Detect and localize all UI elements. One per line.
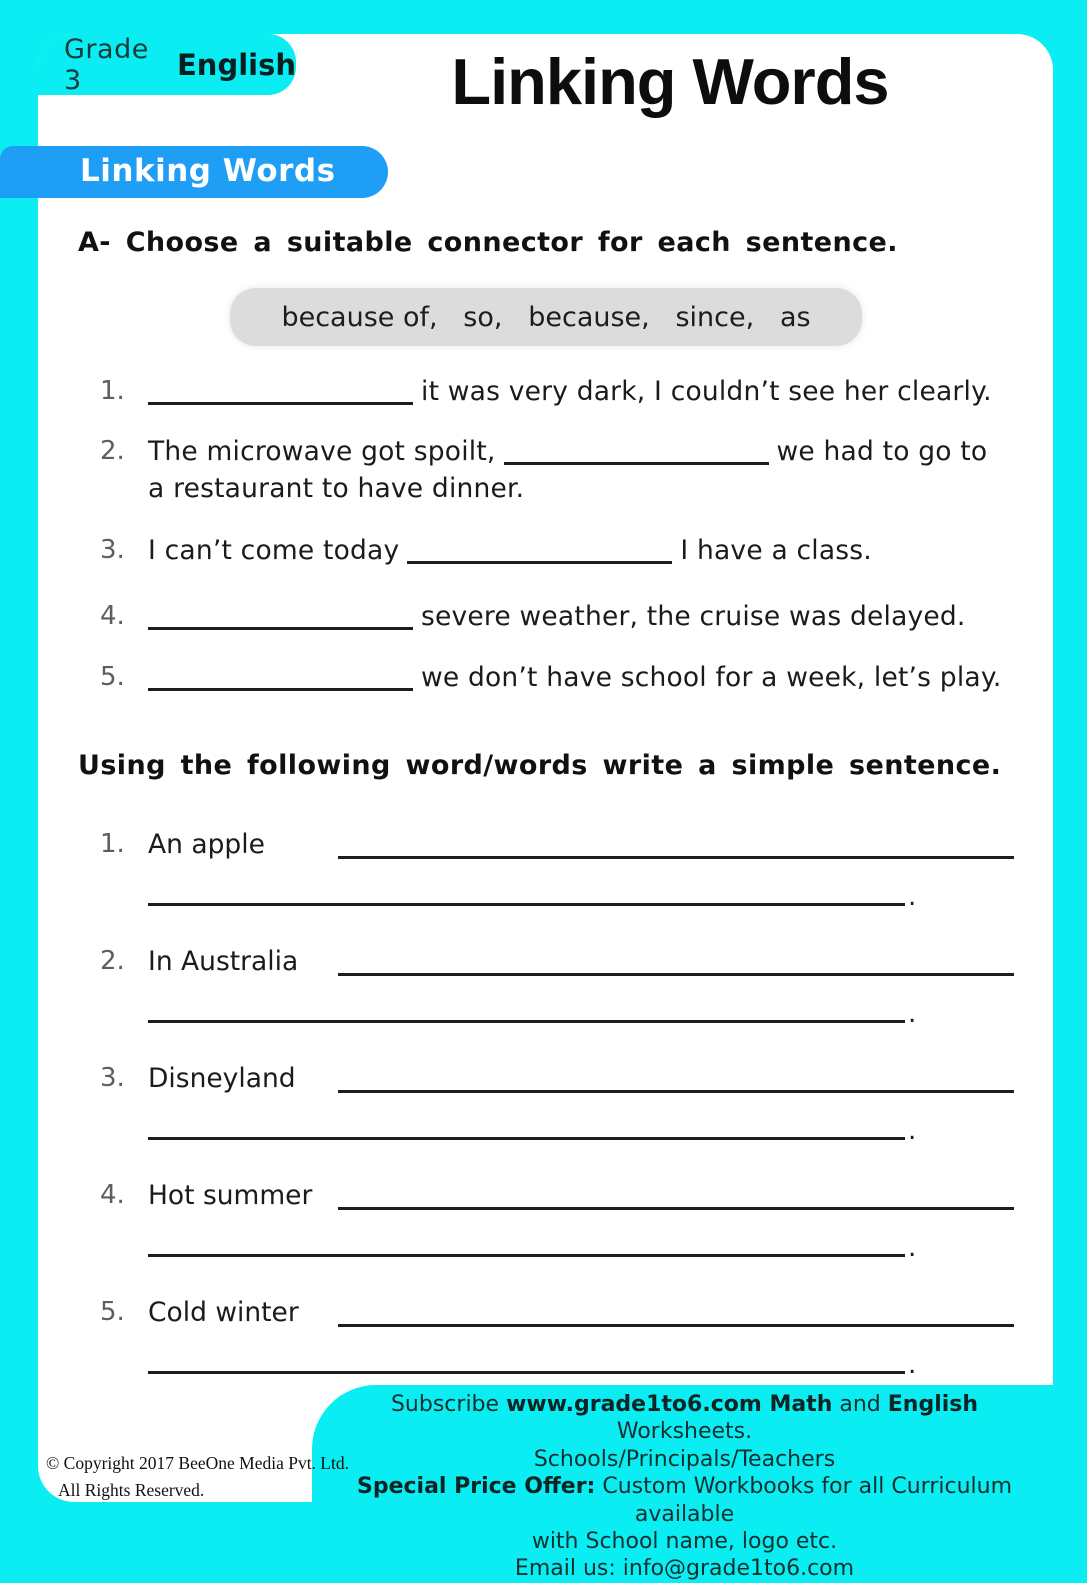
item-number: 1. [100,376,125,406]
answer-blank[interactable] [504,438,769,465]
footer-offer-line [326,1473,1043,1528]
footer-text: and [832,1392,888,1417]
item-number: 2. [100,436,125,466]
sentence-pre: The microwave got spoilt, [148,436,496,467]
line-period: . [908,999,917,1029]
writing-line[interactable] [148,1234,905,1257]
list-item [78,373,1014,410]
sentence-post: I have a class. [680,535,872,566]
line-period: . [908,1116,917,1146]
answer-blank[interactable] [148,664,413,691]
answer-blank[interactable] [407,537,672,564]
copyright-line1: © Copyright 2017 BeeOne Media Pvt. Ltd. [46,1453,349,1473]
footer-text: Worksheets. [616,1419,753,1445]
prompt-word: Disneyland [148,1063,296,1094]
writing-line[interactable] [338,826,1014,859]
writing-line[interactable] [148,883,905,906]
grade-label: Grade 3 [64,33,149,96]
sentence-post: it was very dark, I couldn’t see her clearly. [421,376,992,407]
word-bank: because of, so, because, since, as [230,288,862,346]
section-a-heading: A- Choose a suitable connector for each sentence. [78,227,898,258]
writing-line[interactable] [338,943,1014,976]
section-banner: Linking Words [0,146,388,198]
footer-text-bold: English [887,1392,979,1417]
footer-text: Custom Workbooks for all Curriculum available [595,1474,1013,1527]
line-period: . [908,1350,917,1380]
subject-label: English [176,47,296,82]
item-number: 3. [100,535,125,565]
item-number: 5. [100,1297,125,1327]
footer-promo [312,1385,1087,1582]
list-item [78,1177,1014,1263]
sentence-pre: I can’t come today [148,535,400,566]
writing-line[interactable] [148,1117,905,1140]
footer-site-link: www.grade1to6.com Math [506,1392,833,1417]
sentence-post: we had to go to [776,436,988,467]
list-item [78,598,1014,635]
sentence-post: we don’t have school for a week, let’s play. [421,662,1002,693]
writing-line[interactable] [148,1351,905,1374]
writing-line[interactable] [338,1294,1014,1327]
copyright-line2: All Rights Reserved. [58,1480,205,1500]
writing-line[interactable] [338,1177,1014,1210]
item-number: 4. [100,601,125,631]
footer-email-line: Email us: info@grade1to6.com [514,1556,855,1582]
item-number: 4. [100,1180,125,1210]
writing-line[interactable] [338,1060,1014,1093]
item-number: 2. [100,946,125,976]
list-item [78,943,1014,1029]
page-title: Linking Words [451,45,889,118]
prompt-word: An apple [148,829,265,860]
prompt-word: In Australia [148,946,299,977]
worksheet-content [78,226,1014,1411]
list-item [78,659,1014,696]
grade-badge [38,34,296,95]
list-item [78,532,1014,569]
copyright-notice [46,1450,426,1504]
prompt-word: Hot summer [148,1180,313,1211]
section-b-list [78,826,1014,1380]
item-number: 3. [100,1063,125,1093]
answer-blank[interactable] [148,603,413,630]
writing-line[interactable] [148,1000,905,1023]
line-period: . [908,882,917,912]
list-item [78,1294,1014,1380]
list-item [78,1060,1014,1146]
answer-blank[interactable] [148,378,413,405]
list-item [78,433,1014,507]
footer-offer-label: Special Price Offer: [356,1474,596,1500]
footer-offer-line2: with School name, logo etc. [531,1529,838,1555]
list-item [78,826,1014,912]
sentence-line2: a restaurant to have dinner. [148,473,525,504]
prompt-word: Cold winter [148,1297,299,1328]
line-period: . [908,1233,917,1263]
sentence-post: severe weather, the cruise was delayed. [421,601,966,632]
footer-audience-line: Schools/Principals/Teachers [533,1446,836,1472]
item-number: 5. [100,662,125,692]
footer-subscribe-line [326,1391,1043,1446]
section-a-list [78,373,1014,696]
footer-text: Subscribe [390,1392,507,1417]
section-b-heading: Using the following word/words write a simple sentence. [78,750,1002,781]
item-number: 1. [100,829,125,859]
